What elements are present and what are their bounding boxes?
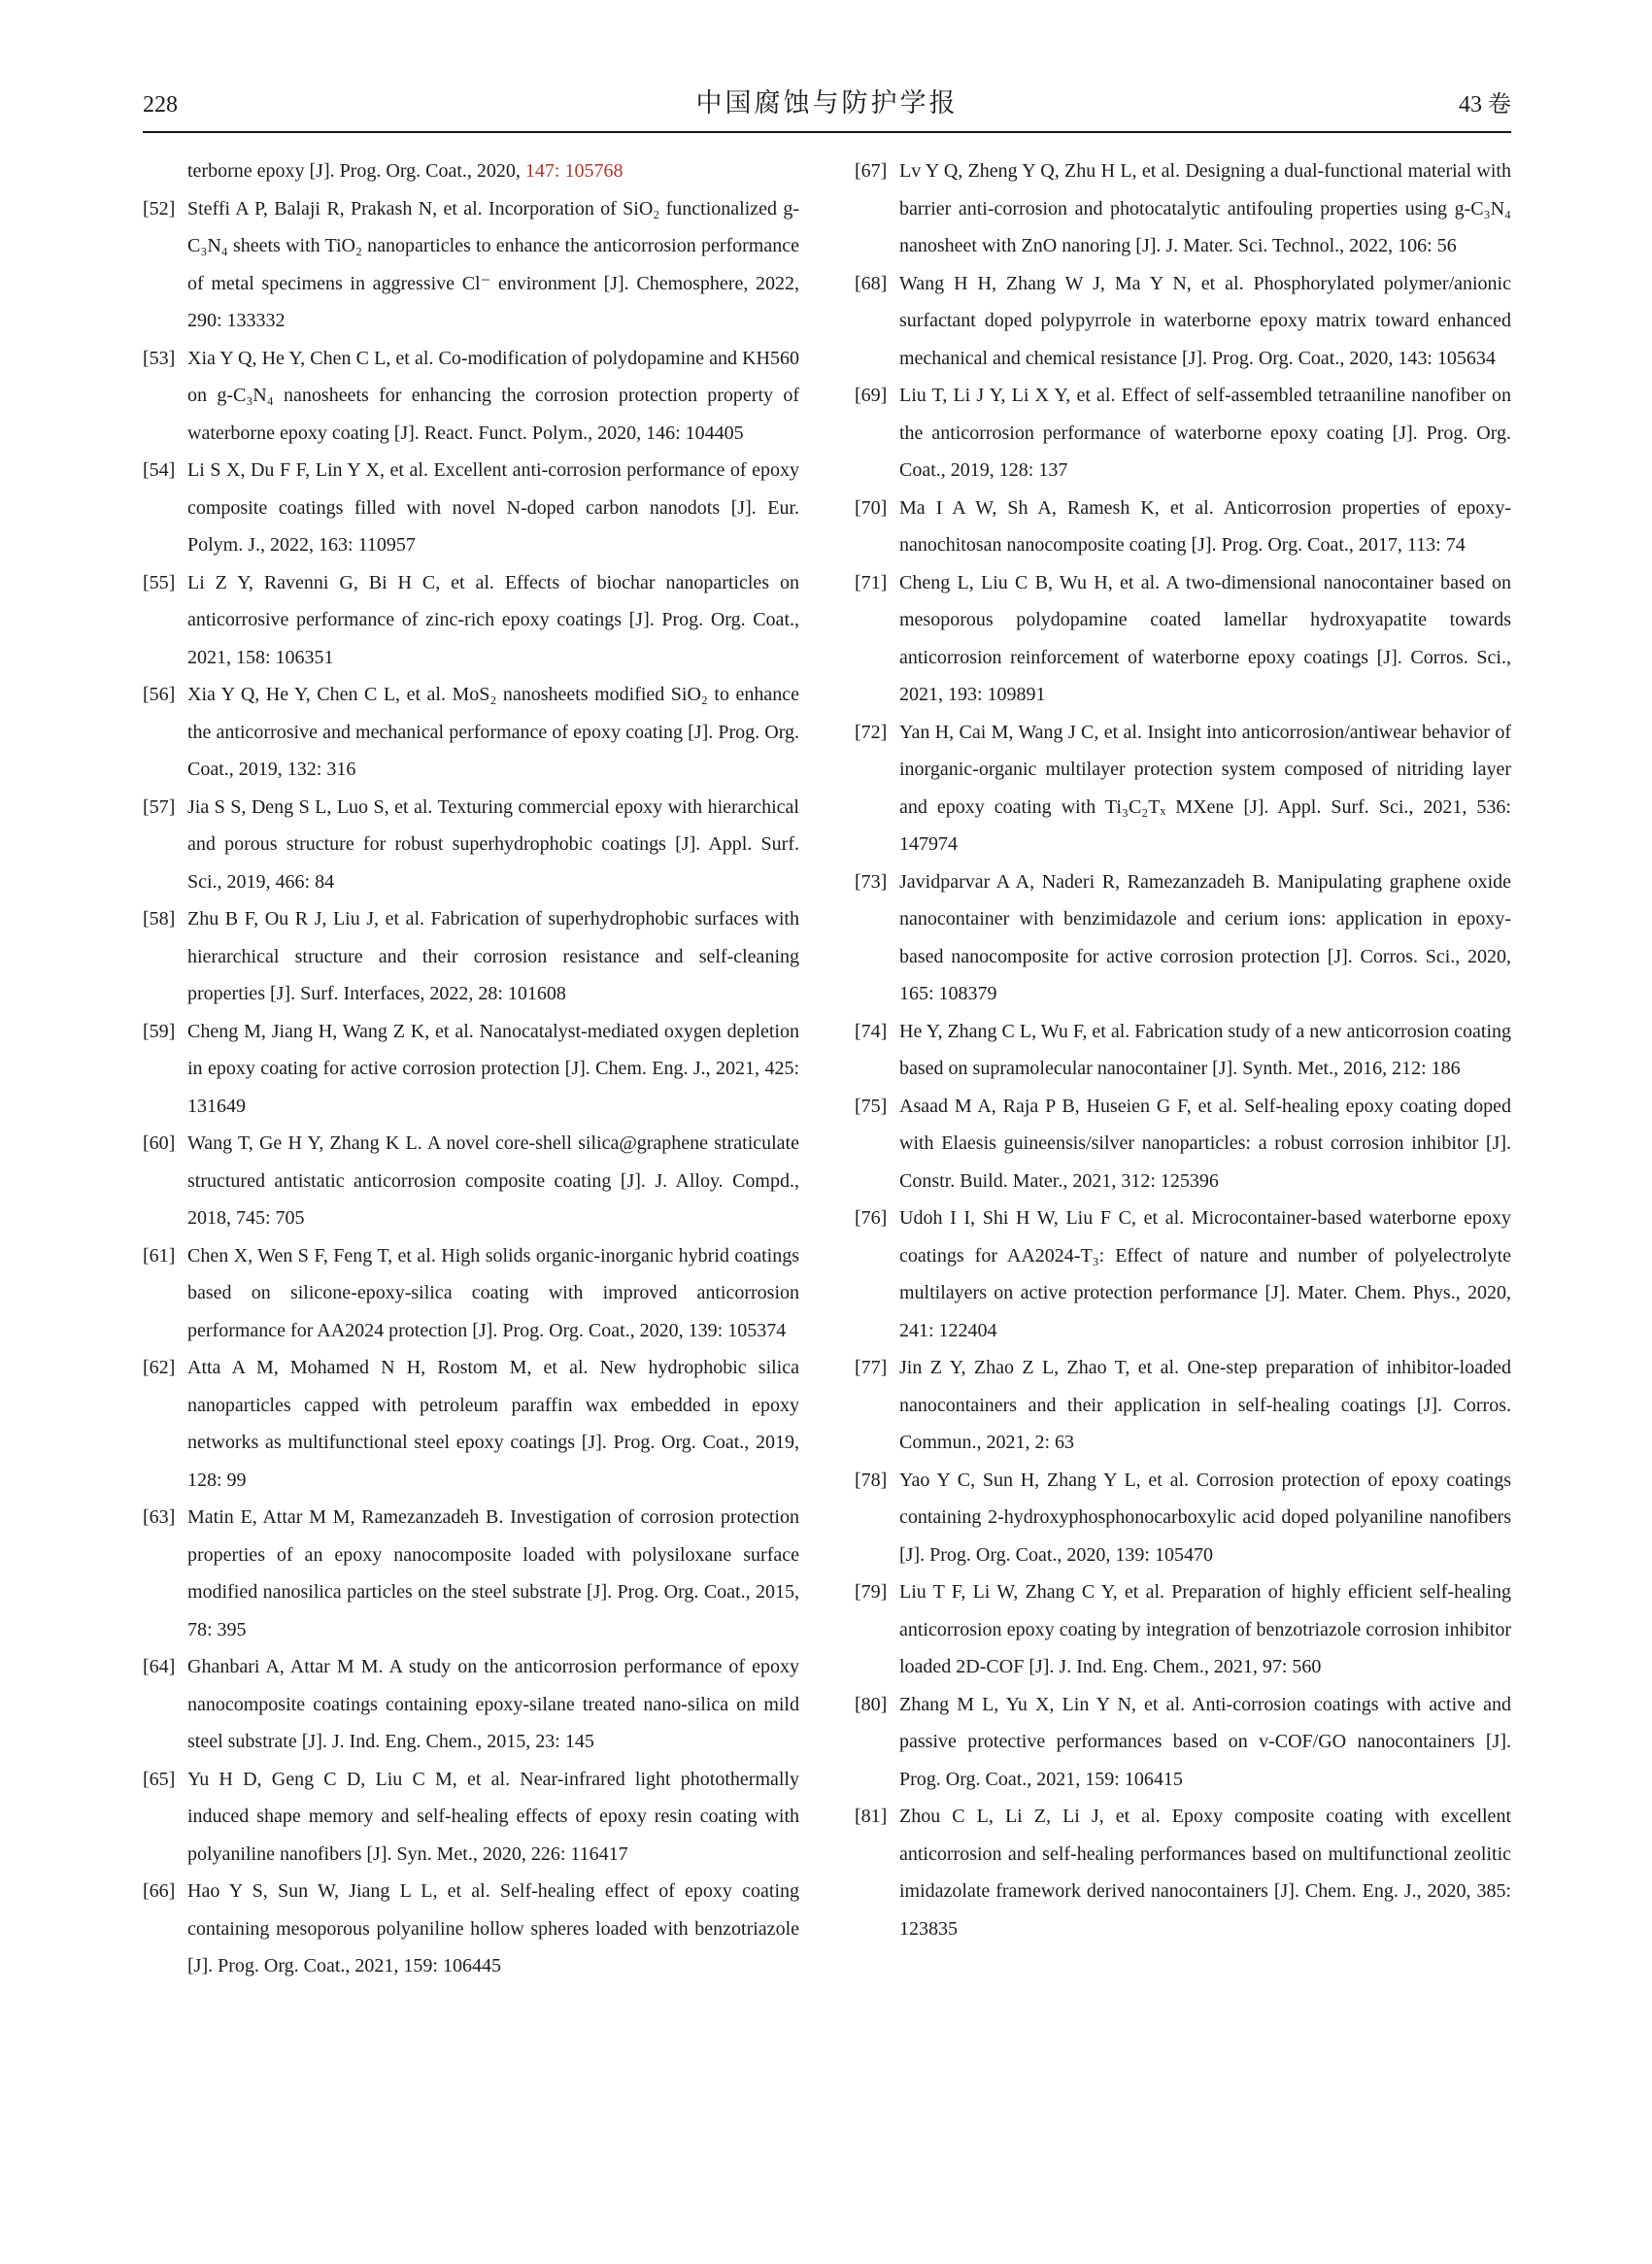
volume-label: 43 卷 bbox=[1459, 92, 1511, 118]
reference-text: Zhu B F, Ou R J, Liu J, et al. Fabrication of superhydrophobic surfaces with hierarchical structure and their corrosion resistance and self-cleaning properties [J]. Surf. Interfaces, 2022, 28: 101608 bbox=[187, 908, 799, 1004]
reference-text: Zhou C L, Li Z, Li J, et al. Epoxy composite coating with excellent anticorrosion and self-healing performances based on multifunctional zeolitic imidazolate framework derived nanocontainers [J]. Chem. Eng. J., 2020, 385: 123835 bbox=[899, 1806, 1511, 1940]
journal-title: 中国腐蚀与防护学报 bbox=[695, 88, 959, 118]
reference-number: [69] bbox=[855, 385, 888, 406]
reference-number: [74] bbox=[855, 1020, 888, 1042]
reference-number: [66] bbox=[143, 1880, 176, 1902]
reference-text: Yu H D, Geng C D, Liu C M, et al. Near-infrared light photothermally induced shape memory and self-healing effects of epoxy resin coating with polyaniline nanofibers [J]. Syn. Met., 2020, 226: 116417 bbox=[187, 1768, 799, 1865]
reference-text: Javidparvar A A, Naderi R, Ramezanzadeh B. Manipulating graphene oxide nanocontainer with benzimidazole and cerium ions: application in epoxy-based nanocomposite for active corrosion protection [J]. Corros. Sci., 2020, 165: 108379 bbox=[899, 870, 1511, 1004]
reference-item bbox=[143, 1349, 799, 1499]
reference-item bbox=[143, 900, 799, 1013]
reference-text: Xia Y Q, He Y, Chen C L, et al. MoS₂ nanosheets modified SiO₂ to enhance the anticorrosive and mechanical performance of epoxy coating [J]. Prog. Org. Coat., 2019, 132: 316 bbox=[187, 684, 799, 780]
reference-text: Liu T F, Li W, Zhang C Y, et al. Preparation of highly efficient self-healing anticorrosion epoxy coating by integration of benzotriazole corrosion inhibitor loaded 2D-COF [J]. J. Ind. Eng. Chem., 2021, 97: 560 bbox=[899, 1581, 1511, 1677]
reference-item bbox=[855, 1013, 1511, 1088]
reference-text: Cheng M, Jiang H, Wang Z K, et al. Nanocatalyst-mediated oxygen depletion in epoxy coating for active corrosion protection [J]. Chem. Eng. J., 2021, 425: 131649 bbox=[187, 1020, 799, 1117]
reference-item bbox=[855, 1462, 1511, 1574]
reference-text: Yao Y C, Sun H, Zhang Y L, et al. Corrosion protection of epoxy coatings containing 2-hydroxyphosphonocarboxylic acid doped polyaniline nanofibers [J]. Prog. Org. Coat., 2020, 139: 105470 bbox=[899, 1469, 1511, 1566]
reference-continuation bbox=[143, 152, 799, 190]
reference-item bbox=[855, 1349, 1511, 1462]
reference-item bbox=[143, 340, 799, 453]
reference-item bbox=[143, 1648, 799, 1761]
reference-number: [56] bbox=[143, 684, 176, 705]
reference-number: [58] bbox=[143, 908, 176, 929]
reference-text: Ma I A W, Sh A, Ramesh K, et al. Anticorrosion properties of epoxy-nanochitosan nanocomposite coating [J]. Prog. Org. Coat., 2017, 113: 74 bbox=[899, 496, 1511, 556]
reference-number: [76] bbox=[855, 1207, 888, 1229]
reference-item bbox=[855, 1798, 1511, 1947]
reference-text: Wang H H, Zhang W J, Ma Y N, et al. Phosphorylated polymer/anionic surfactant doped polypyrrole in waterborne epoxy matrix toward enhanced mechanical and chemical resistance [J]. Prog. Org. Coat., 2020, 143: 105634 bbox=[899, 272, 1511, 369]
header-rule bbox=[143, 131, 1511, 133]
reference-item bbox=[855, 1573, 1511, 1686]
reference-text: Li Z Y, Ravenni G, Bi H C, et al. Effects of biochar nanoparticles on anticorrosive performance of zinc-rich epoxy coatings [J]. Prog. Org. Coat., 2021, 158: 106351 bbox=[187, 571, 799, 668]
page-header bbox=[143, 82, 1511, 119]
reference-item bbox=[855, 265, 1511, 378]
reference-number: [53] bbox=[143, 347, 176, 369]
page-number: 228 bbox=[143, 92, 178, 118]
reference-item bbox=[143, 1125, 799, 1237]
reference-text: Udoh I I, Shi H W, Liu F C, et al. Microcontainer-based waterborne epoxy coatings for AA2024-T₃: Effect of nature and number of polyelectrolyte multilayers on active protection performance [J]. Mater. Chem. Phys., 2020, 241: 122404 bbox=[899, 1207, 1511, 1341]
reference-text: Jin Z Y, Zhao Z L, Zhao T, et al. One-step preparation of inhibitor-loaded nanocontainers and their application in self-healing coatings [J]. Corros. Commun., 2021, 2: 63 bbox=[899, 1357, 1511, 1453]
reference-item bbox=[143, 676, 799, 789]
reference-text: Jia S S, Deng S L, Luo S, et al. Texturing commercial epoxy with hierarchical and porous structure for robust superhydrophobic coatings [J]. Appl. Surf. Sci., 2019, 466: 84 bbox=[187, 795, 799, 893]
reference-item bbox=[855, 152, 1511, 265]
reference-number: [67] bbox=[855, 160, 888, 182]
reference-text: Chen X, Wen S F, Feng T, et al. High solids organic-inorganic hybrid coatings based on silicone-epoxy-silica coating with improved anticorrosion performance for AA2024 protection [J]. Prog. Org. Coat., 2020, 139: 105374 bbox=[187, 1244, 799, 1341]
reference-text: Liu T, Li J Y, Li X Y, et al. Effect of self-assembled tetraaniline nanofiber on the anticorrosion performance of waterborne epoxy coating [J]. Prog. Org. Coat., 2019, 128: 137 bbox=[899, 385, 1511, 481]
reference-number: [62] bbox=[143, 1357, 176, 1378]
reference-text: Ghanbari A, Attar M M. A study on the anticorrosion performance of epoxy nanocomposite coatings containing epoxy-silane treated nano-silica on mild steel substrate [J]. J. Ind. Eng. Chem., 2015, 23: 145 bbox=[187, 1656, 799, 1752]
reference-number: [57] bbox=[143, 795, 176, 818]
reference-item bbox=[143, 452, 799, 564]
reference-number: [68] bbox=[855, 272, 888, 294]
reference-text: Atta A M, Mohamed N H, Rostom M, et al. New hydrophobic silica nanoparticles capped with petroleum paraffin wax embedded in epoxy networks as multifunctional steel epoxy coatings [J]. Prog. Org. Coat., 2019, 128: 99 bbox=[187, 1357, 799, 1491]
reference-item bbox=[143, 789, 799, 901]
references-left-column bbox=[143, 152, 799, 1985]
reference-item bbox=[143, 1873, 799, 1985]
reference-text: Asaad M A, Raja P B, Huseien G F, et al. Self-healing epoxy coating doped with Elaesis guineensis/silver nanoparticles: a robust corrosion inhibitor [J]. Constr. Build. Mater., 2021, 312: 125396 bbox=[899, 1095, 1511, 1192]
reference-item bbox=[855, 1200, 1511, 1349]
reference-item bbox=[143, 1013, 799, 1126]
reference-item bbox=[143, 1499, 799, 1648]
reference-text: Zhang M L, Yu X, Lin Y N, et al. Anti-corrosion coatings with active and passive protective performances based on v-COF/GO nanocontainers [J]. Prog. Org. Coat., 2021, 159: 106415 bbox=[899, 1693, 1511, 1790]
reference-text: Matin E, Attar M M, Ramezanzadeh B. Investigation of corrosion protection properties of an epoxy nanocomposite loaded with polysiloxane surface modified nanosilica particles on the steel substrate [J]. Prog. Org. Coat., 2015, 78: 395 bbox=[187, 1506, 799, 1640]
reference-text: Li S X, Du F F, Lin Y X, et al. Excellent anti-corrosion performance of epoxy composite coatings filled with novel N-doped carbon nanodots [J]. Eur. Polym. J., 2022, 163: 110957 bbox=[187, 459, 799, 556]
reference-number: [73] bbox=[855, 870, 888, 893]
reference-number: [60] bbox=[143, 1132, 176, 1154]
reference-number: [81] bbox=[855, 1806, 888, 1827]
reference-item bbox=[855, 714, 1511, 863]
reference-text: He Y, Zhang C L, Wu F, et al. Fabrication study of a new anticorrosion coating based on supramolecular nanocontainer [J]. Synth. Met., 2016, 212: 186 bbox=[899, 1020, 1511, 1079]
reference-number: [54] bbox=[143, 459, 176, 481]
reference-text: Wang T, Ge H Y, Zhang K L. A novel core-shell silica@graphene straticulate structured antistatic anticorrosion composite coating [J]. J. Alloy. Compd., 2018, 745: 705 bbox=[187, 1132, 799, 1229]
reference-number: [63] bbox=[143, 1506, 176, 1528]
reference-number: [70] bbox=[855, 496, 888, 519]
references-right-column bbox=[855, 152, 1511, 1985]
reference-number: [65] bbox=[143, 1768, 176, 1790]
reference-item bbox=[855, 1686, 1511, 1799]
reference-number: [80] bbox=[855, 1693, 888, 1715]
reference-text: terborne epoxy [J]. Prog. Org. Coat., 2020, 147: 105768 bbox=[187, 160, 624, 182]
reference-number: [61] bbox=[143, 1244, 176, 1267]
reference-number: [71] bbox=[855, 571, 888, 593]
reference-text: Steffi A P, Balaji R, Prakash N, et al. Incorporation of SiO₂ functionalized g-C₃N₄ sheets with TiO₂ nanoparticles to enhance the anticorrosion performance of metal specimens in aggressive Cl⁻ environment [J]. Chemosphere, 2022, 290: 133332 bbox=[187, 197, 799, 331]
reference-text: Hao Y S, Sun W, Jiang L L, et al. Self-healing effect of epoxy coating containing mesoporous polyaniline hollow spheres loaded with benzotriazole [J]. Prog. Org. Coat., 2021, 159: 106445 bbox=[187, 1880, 799, 1977]
reference-number: [64] bbox=[143, 1656, 176, 1677]
reference-number: [59] bbox=[143, 1020, 176, 1042]
reference-item bbox=[143, 1237, 799, 1350]
reference-item bbox=[855, 1088, 1511, 1200]
reference-number: [52] bbox=[143, 197, 176, 220]
references-columns bbox=[143, 152, 1511, 1985]
reference-number: [55] bbox=[143, 571, 176, 593]
reference-page-locator: 147: 105768 bbox=[524, 160, 624, 182]
reference-item bbox=[143, 190, 799, 340]
reference-text: Yan H, Cai M, Wang J C, et al. Insight into anticorrosion/antiwear behavior of inorganic-organic multilayer protection system composed of nitriding layer and epoxy coating with Ti₃C₂Tₓ MXene [J]. Appl. Surf. Sci., 2021, 536: 147974 bbox=[899, 721, 1511, 855]
reference-item bbox=[855, 490, 1511, 564]
reference-text: Cheng L, Liu C B, Wu H, et al. A two-dimensional nanocontainer based on mesoporous polydopamine coated lamellar hydroxyapatite towards anticorrosion reinforcement of waterborne epoxy coatings [J]. Corros. Sci., 2021, 193: 109891 bbox=[899, 571, 1511, 705]
reference-item bbox=[855, 377, 1511, 490]
reference-number: [77] bbox=[855, 1357, 888, 1378]
reference-number: [72] bbox=[855, 721, 888, 743]
reference-number: [78] bbox=[855, 1469, 888, 1491]
reference-number: [79] bbox=[855, 1581, 888, 1603]
reference-number: [75] bbox=[855, 1095, 888, 1117]
reference-item bbox=[855, 564, 1511, 714]
reference-text: Xia Y Q, He Y, Chen C L, et al. Co-modification of polydopamine and KH560 on g-C₃N₄ nanosheets for enhancing the corrosion protection property of waterborne epoxy coating [J]. React. Funct. Polym., 2020, 146: 104405 bbox=[187, 347, 799, 444]
reference-text: Lv Y Q, Zheng Y Q, Zhu H L, et al. Designing a dual-functional material with barrier anti-corrosion and photocatalytic antifouling properties using g-C₃N₄ nanosheet with ZnO nanoring [J]. J. Mater. Sci. Technol., 2022, 106: 56 bbox=[899, 160, 1511, 256]
reference-item bbox=[143, 564, 799, 677]
reference-item bbox=[143, 1761, 799, 1874]
reference-item bbox=[855, 863, 1511, 1013]
